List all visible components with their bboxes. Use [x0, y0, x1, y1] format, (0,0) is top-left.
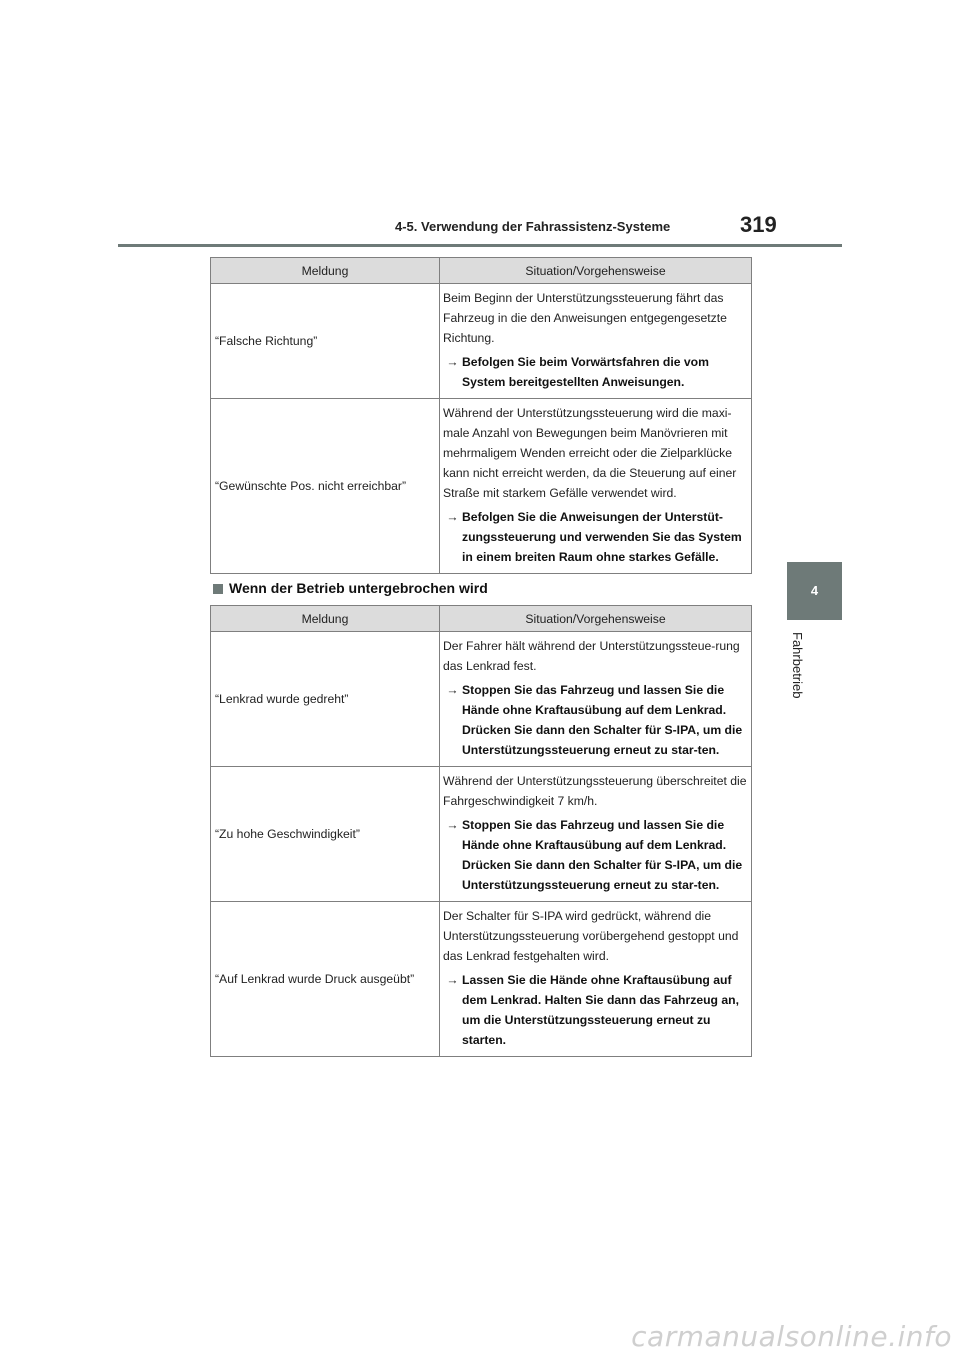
situation-text: Während der Unterstützungssteuerung überschreitet die Fahrgeschwindigkeit 7 km/h.	[443, 774, 747, 808]
square-bullet-icon	[213, 584, 223, 594]
arrow-icon: →	[446, 973, 459, 987]
message-cell: “Auf Lenkrad wurde Druck ausgeübt”	[211, 902, 440, 1057]
situation-text: Der Fahrer hält während der Unterstützungssteue-rung das Lenkrad fest.	[443, 639, 740, 673]
header-rule	[118, 244, 842, 247]
action-item	[443, 507, 747, 567]
table-row	[211, 632, 752, 767]
arrow-icon: →	[446, 510, 459, 524]
situation-text: Der Schalter für S-IPA wird gedrückt, während die Unterstützungssteuerung vorübergehend gestoppt und das Lenkrad festgehalten wird.	[443, 909, 739, 963]
table-header-row	[211, 258, 752, 284]
table-row	[211, 767, 752, 902]
column-header-situation: Situation/Vorgehensweise	[440, 258, 752, 284]
watermark	[0, 1318, 960, 1358]
arrow-icon: →	[446, 683, 459, 697]
section-heading	[213, 580, 488, 596]
action-item	[443, 815, 747, 895]
situation-cell	[440, 284, 752, 399]
situation-cell	[440, 902, 752, 1057]
situation-cell	[440, 632, 752, 767]
section-heading-text: Wenn der Betrieb untergebrochen wird	[229, 580, 488, 596]
column-header-message: Meldung	[211, 258, 440, 284]
table-row	[211, 399, 752, 574]
situation-cell	[440, 767, 752, 902]
table-header-row	[211, 606, 752, 632]
section-title: 4-5. Verwendung der Fahrassistenz-Systeme	[395, 219, 671, 234]
message-cell: “Zu hohe Geschwindigkeit”	[211, 767, 440, 902]
column-header-message: Meldung	[211, 606, 440, 632]
action-item	[443, 970, 747, 1050]
chapter-tab: 4	[787, 562, 842, 620]
arrow-icon: →	[446, 355, 459, 369]
action-text: Stoppen Sie das Fahrzeug und lassen Sie die Hände ohne Kraftausübung auf dem Lenkrad. Drücken Sie dann den Schalter für S-IPA, um die Unterstützungssteuerung erneut zu star-ten.	[462, 683, 743, 757]
message-cell: “Lenkrad wurde gedreht”	[211, 632, 440, 767]
situation-cell	[440, 399, 752, 574]
watermark-text: carmanualsonline.info	[631, 1320, 952, 1353]
message-table-2	[210, 605, 752, 1057]
message-cell: “Falsche Richtung”	[211, 284, 440, 399]
situation-text: Während der Unterstützungssteuerung wird die maxi-male Anzahl von Bewegungen beim Manövrieren mit mehrmaligem Wenden erreicht oder die Zielparklücke kann nicht erreicht werden, da die Steuerung auf einer Straße mit starkem Gefälle verwendet wird.	[443, 406, 737, 500]
action-item	[443, 680, 747, 760]
column-header-situation: Situation/Vorgehensweise	[440, 606, 752, 632]
chapter-label: Fahrbetrieb	[790, 632, 805, 699]
action-text: Befolgen Sie beim Vorwärtsfahren die vom System bereitgestellten Anweisungen.	[462, 355, 709, 389]
action-item	[443, 352, 747, 392]
table-row	[211, 902, 752, 1057]
situation-text: Beim Beginn der Unterstützungssteuerung fährt das Fahrzeug in die den Anweisungen entgegengesetzte Richtung.	[443, 291, 727, 345]
arrow-icon: →	[446, 818, 459, 832]
action-text: Stoppen Sie das Fahrzeug und lassen Sie die Hände ohne Kraftausübung auf dem Lenkrad. Drücken Sie dann den Schalter für S-IPA, um die Unterstützungssteuerung erneut zu star-ten.	[462, 818, 743, 892]
action-text: Befolgen Sie die Anweisungen der Unterstüt-zungssteuerung und verwenden Sie das System in einem breiten Raum ohne starkes Gefälle.	[462, 510, 742, 564]
table-row	[211, 284, 752, 399]
message-table-1	[210, 257, 752, 574]
action-text: Lassen Sie die Hände ohne Kraftausübung auf dem Lenkrad. Halten Sie dann das Fahrzeug an, um die Unterstützungssteuerung erneut zu starten.	[462, 973, 739, 1047]
message-cell: “Gewünschte Pos. nicht erreichbar”	[211, 399, 440, 574]
page-number: 319	[740, 212, 777, 237]
